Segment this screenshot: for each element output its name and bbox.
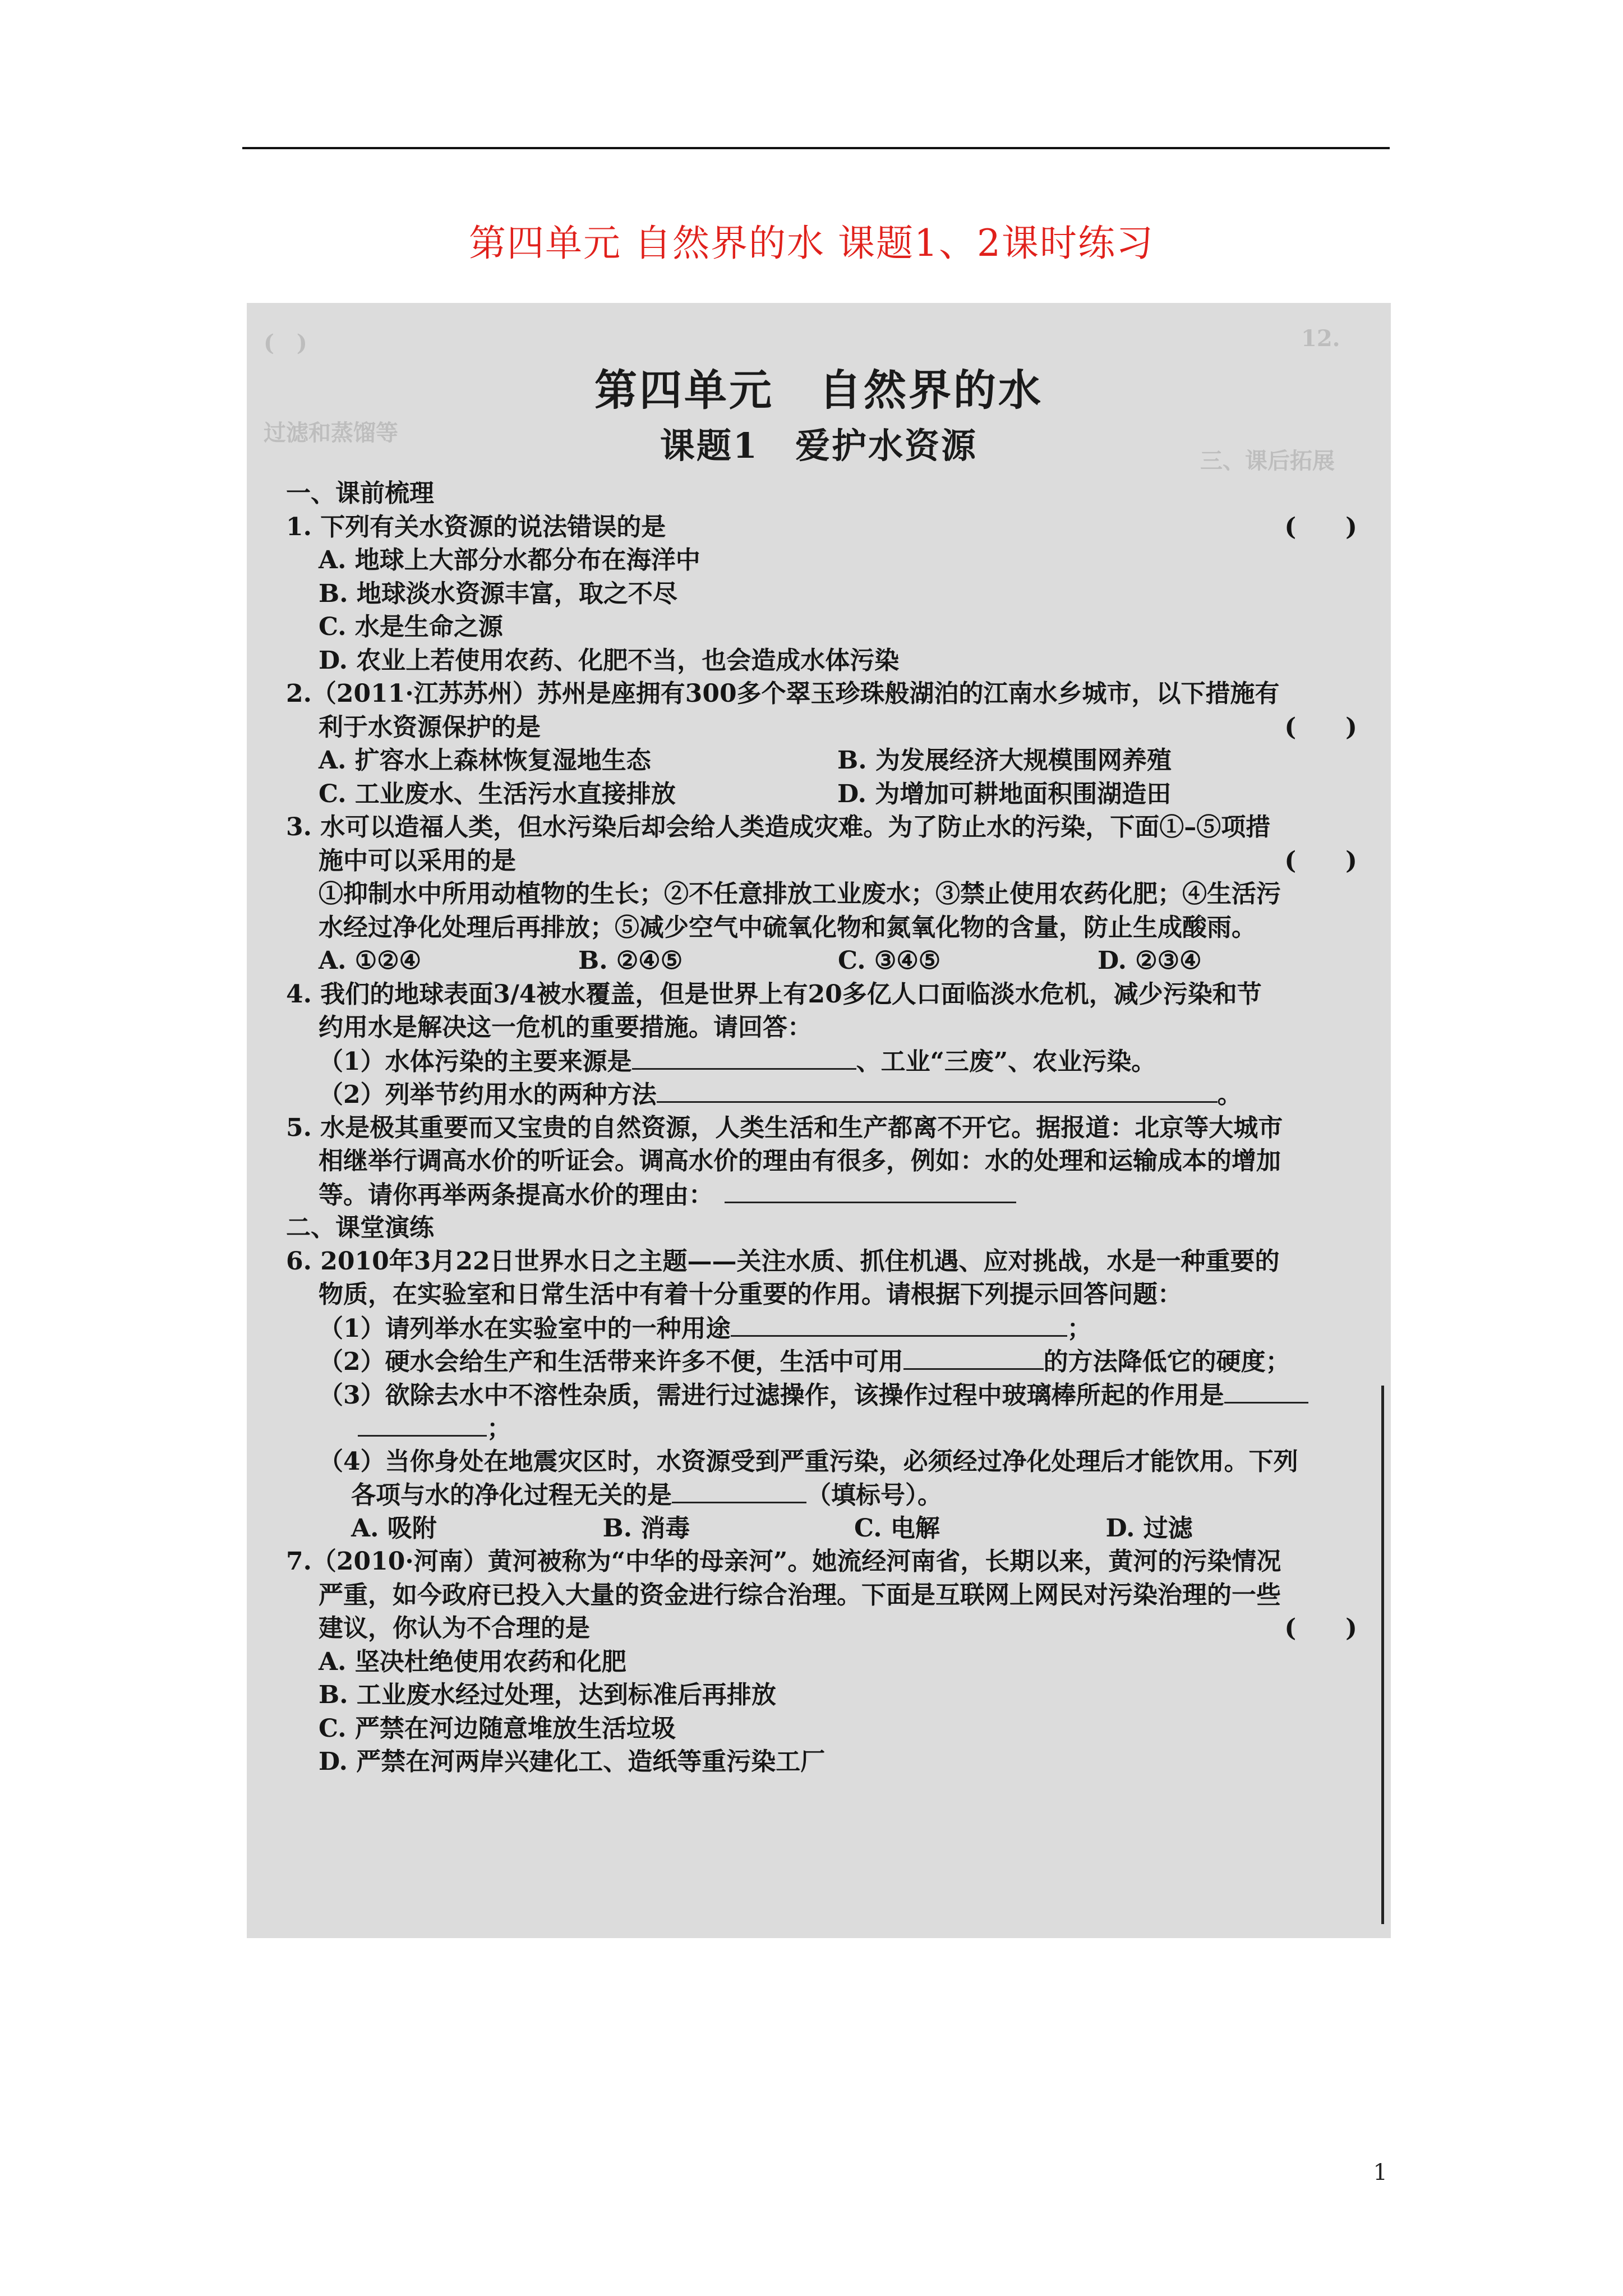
sub-question: （1）水体污染的主要来源是 、工业“三废”、农业污染。 [286,1045,1357,1078]
question-4: 4. 我们的地球表面3/4被水覆盖，但是世界上有20多亿人口面临淡水危机，减少污染和节 [286,979,1262,1009]
answer-blank[interactable] [358,1411,487,1437]
page-title: 第四单元 自然界的水 课题1、2课时练习 [469,222,1154,265]
option: D. 农业上若使用农药、化肥不当，也会造成水体污染 [319,646,900,675]
option: B. 工业废水经过处理，达到标准后再排放 [319,1681,776,1709]
sub-question: （1）请列举水在实验室中的一种用途 ； [286,1312,1357,1345]
answer-paren: ( ) [1284,1614,1357,1642]
answer-blank[interactable] [725,1178,1016,1203]
option: A. 坚决杜绝使用农药和化肥 [319,1647,626,1676]
scanned-worksheet [247,303,1391,1938]
option-row [286,944,1357,978]
worksheet-body [286,477,1357,1779]
question-6: 6. 2010年3月22日世界水日之主题——关注水质、抓住机遇、应对挑战，水是一种重要的 [286,1246,1280,1276]
answer-paren: ( ) [1284,712,1357,742]
option: D. 严禁在河两岸兴建化工、造纸等重污染工厂 [319,1747,826,1776]
option: B. 消毒 [602,1513,690,1543]
question-stem: 1. 下列有关水资源的说法错误的是 [286,512,666,541]
option: D. ②③④ [1098,946,1202,975]
option: D. 过滤 [1105,1513,1193,1543]
question-stem-cont: 物质，在实验室和日常生活中有着十分重要的作用。请根据下列提示回答问题： [319,1280,1182,1309]
option: A. 扩容水上森林恢复湿地生态 [319,746,651,775]
question-stem-cont: 施中可以采用的是 ( ) [286,844,1357,878]
answer-blank[interactable] [903,1345,1044,1370]
section-heading: 二、课堂演练 [286,1213,434,1242]
question-stem-cont: 相继举行调高水价的听证会。调高水价的理由有很多，例如：水的处理和运输成本的增加 [319,1147,1281,1175]
option: B. 为发展经济大规模围网养殖 [837,746,1172,775]
bleed-through-text: 12. [1301,325,1340,352]
answer-paren: ( ) [1284,846,1357,875]
option: C. 水是生命之源 [319,613,503,641]
option-row [286,744,1357,777]
section-heading: 一、课前梳理 [286,479,434,508]
option: A. ①②④ [319,946,422,975]
bleed-through-text: 过滤和蒸馏等 [264,420,398,446]
option-row [286,1512,1357,1545]
question-stem-cont: 严重，如今政府已投入大量的资金进行综合治理。下面是互联网上网民对污染治理的一些 [319,1580,1281,1609]
answer-blank[interactable] [672,1478,806,1503]
page-number: 1 [1373,2160,1387,2185]
question-5: 5. 水是极其重要而又宝贵的自然资源，人类生活和生产都离不开它。据报道：北京等大城市 [286,1113,1283,1142]
answer-blank[interactable] [1224,1378,1308,1404]
sub-question: （2）硬水会给生产和生活带来许多不便，生活中可用 的方法降低它的硬度； [286,1345,1357,1378]
option: C. ③④⑤ [838,946,941,975]
measures-list: 水经过净化处理后再排放；⑤减少空气中硫氧化物和氮氧化物的含量，防止生成酸雨。 [319,913,1256,942]
question-1 [286,510,1357,544]
answer-blank[interactable] [632,1045,856,1070]
question-stem-cont: 利于水资源保护的是 ( ) [286,711,1357,744]
unit-heading: 第四单元 自然界的水 [594,365,1043,415]
question-stem-cont: 等。请你再举两条提高水价的理由： [286,1178,1357,1212]
option-row [286,777,1357,811]
question-stem-cont: 约用水是解决这一危机的重要措施。请回答： [319,1013,812,1042]
sub-question-cont: ； [286,1411,1357,1445]
sub-question: （4）当你身处在地震灾区时，水资源受到严重污染，必须经过净化处理后才能饮用。下列 [319,1447,1298,1476]
question-stem-cont: 建议，你认为不合理的是 ( ) [286,1612,1357,1645]
question-2: 2.（2011·江苏苏州）苏州是座拥有300多个翠玉珍珠般湖泊的江南水乡城市，以下措施有 [286,679,1280,708]
question-7: 7.（2010·河南）黄河被称为“中华的母亲河”。她流经河南省，长期以来，黄河的污染情况 [286,1547,1281,1576]
sub-question: （3）欲除去水中不溶性杂质，需进行过滤操作，该操作过程中玻璃棒所起的作用是 [286,1378,1357,1412]
bleed-through-text: ( ) [264,330,307,356]
option: A. 吸附 [351,1513,437,1543]
option: A. 地球上大部分水都分布在海洋中 [319,546,700,574]
option: B. 地球淡水资源丰富，取之不尽 [319,579,677,608]
option: D. 为增加可耕地面积围湖造田 [837,779,1172,808]
measures-list: ①抑制水中所用动植物的生长；②不任意排放工业废水；③禁止使用农药化肥；④生活污 [319,880,1281,908]
answer-blank[interactable] [657,1078,1218,1103]
lesson-heading: 课题1 爱护水资源 [660,425,978,466]
scan-edge-line [1381,1386,1384,1924]
header-rule [242,147,1390,149]
option: C. 工业废水、生活污水直接排放 [319,779,676,808]
answer-paren: ( ) [1284,512,1357,541]
option: B. ②④⑤ [578,946,683,975]
option: C. 严禁在河边随意堆放生活垃圾 [319,1714,676,1743]
sub-question: （2）列举节约用水的两种方法 。 [286,1078,1357,1111]
bleed-through-text: 三、课后拓展 [1200,448,1335,474]
option: C. 电解 [854,1513,940,1543]
answer-blank[interactable] [731,1312,1067,1337]
question-3: 3. 水可以造福人类，但水污染后却会给人类造成灾难。为了防止水的污染，下面①–⑤项措 [286,813,1271,841]
sub-question-cont: 各项与水的净化过程无关的是 （填标号）。 [286,1478,1357,1512]
